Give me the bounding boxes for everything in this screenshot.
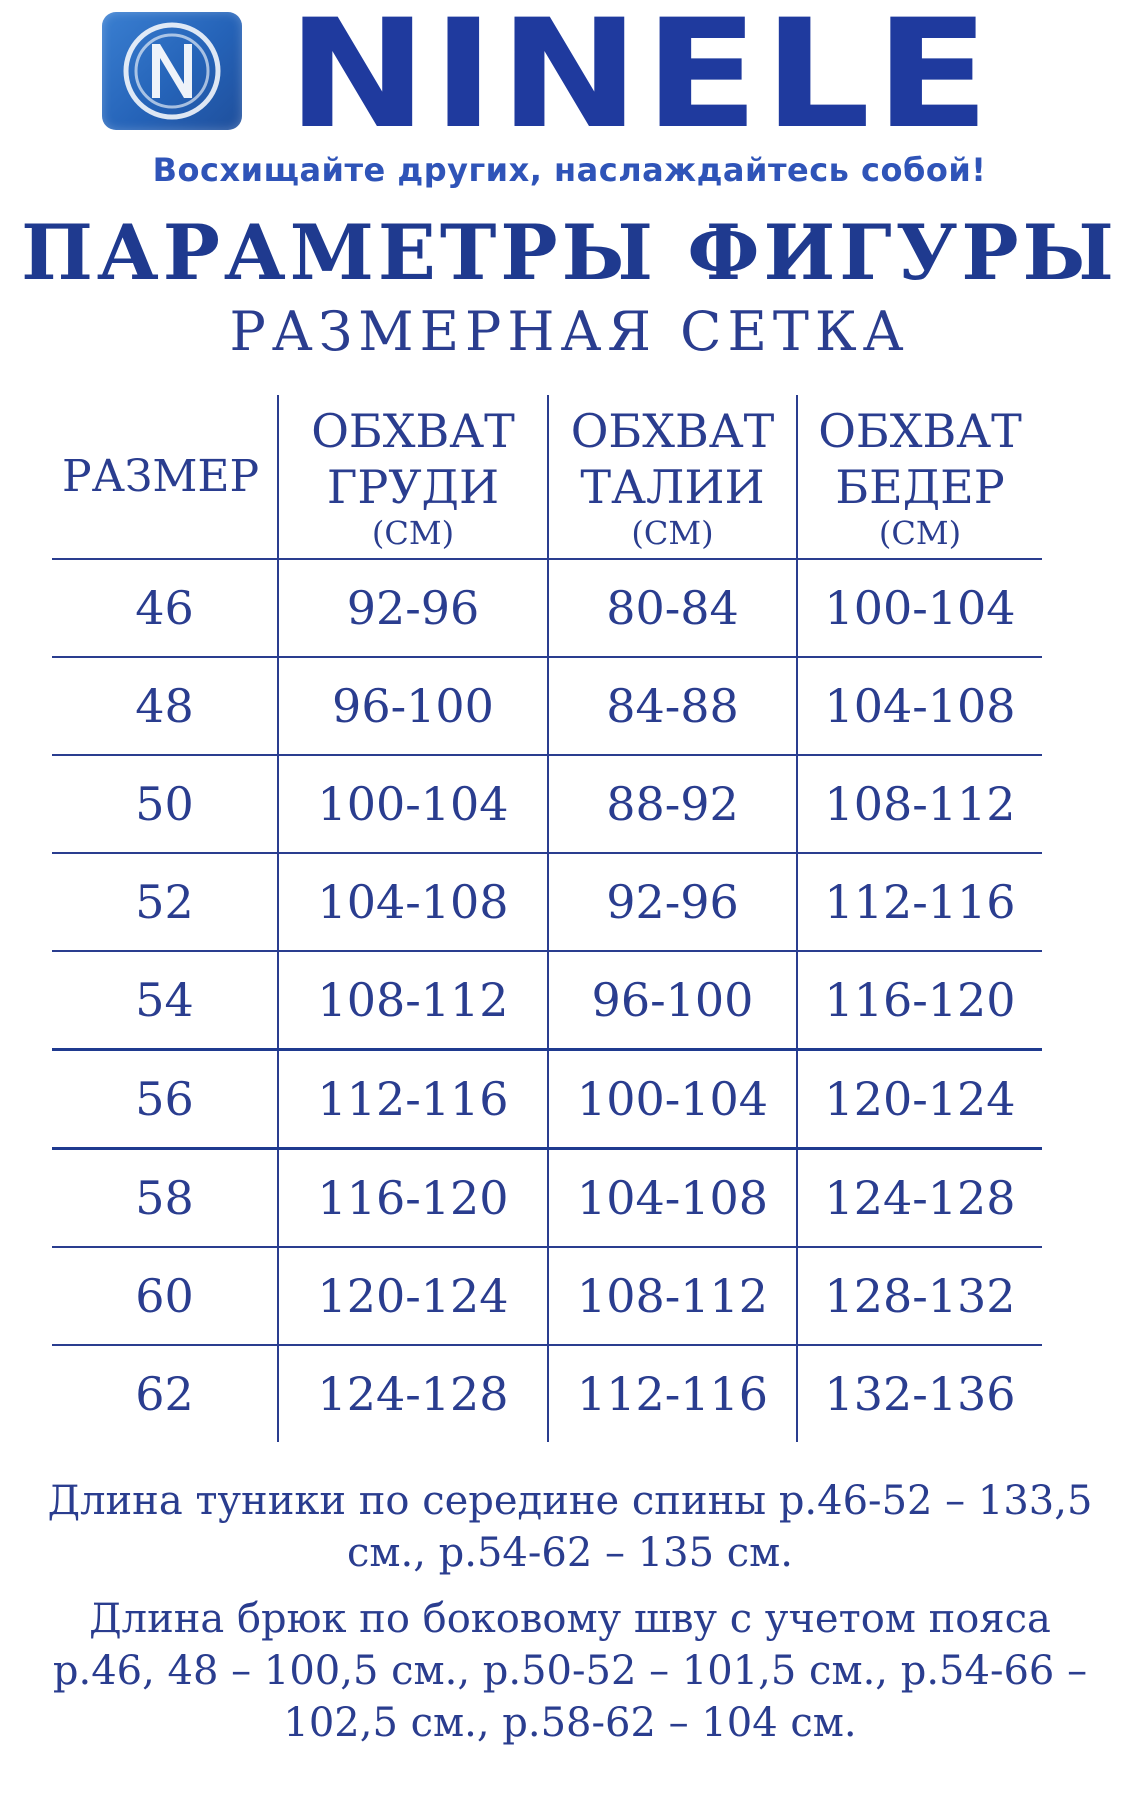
cell-waist: 92-96: [548, 853, 797, 951]
cell-chest: 120-124: [278, 1247, 548, 1345]
tunic-length-note: Длина туники по середине спины р.46-52 – 133,5 см., р.54-62 – 135 см.: [47, 1478, 1093, 1576]
cell-chest: 100-104: [278, 755, 548, 853]
cell-hips: 108-112: [797, 755, 1042, 853]
table-row: [52, 951, 1042, 1050]
header-chest: [278, 395, 548, 559]
brand-tagline: Восхищайте других, наслаждайтесь собой!: [152, 151, 987, 189]
cell-chest: 112-116: [278, 1050, 548, 1149]
cell-size: 50: [52, 755, 278, 853]
header-size: [52, 395, 278, 559]
cell-size: 56: [52, 1050, 278, 1149]
cell-size: 58: [52, 1149, 278, 1248]
cell-waist: 88-92: [548, 755, 797, 853]
cell-size: 62: [135, 1367, 194, 1421]
table-row: [52, 559, 1042, 657]
cell-hips: 112-116: [797, 853, 1042, 951]
table-row: [52, 1050, 1042, 1149]
cell-chest: 108-112: [278, 951, 548, 1050]
header-hips-line1: ОБХВАТ: [818, 403, 1022, 458]
header-chest-line1: ОБХВАТ: [311, 403, 515, 458]
table-row: [52, 853, 1042, 951]
cell-chest: 96-100: [278, 657, 548, 755]
cell-chest: 116-120: [278, 1149, 548, 1248]
cell-hips: 124-128: [797, 1149, 1042, 1248]
header-chest-unit: (СМ): [371, 513, 455, 552]
cell-hips: 100-104: [797, 559, 1042, 657]
header-hips-line2: БЕДЕР: [835, 459, 1005, 514]
table-row: [52, 755, 1042, 853]
cell-size: 54: [52, 951, 278, 1050]
cell-hips: 104-108: [797, 657, 1042, 755]
cell-size: 46: [52, 559, 278, 657]
cell-waist: 112-116: [548, 1345, 797, 1442]
cell-size: 48: [52, 657, 278, 755]
cell-hips: 120-124: [797, 1050, 1042, 1149]
table-header-row: [52, 395, 1042, 559]
measurement-notes: [40, 1475, 1100, 1749]
header-waist-line2: ТАЛИИ: [580, 459, 765, 514]
brand-name: NINELE: [287, 0, 995, 162]
header-waist-unit: (СМ): [631, 513, 714, 552]
cell-waist: 104-108: [548, 1149, 797, 1248]
cell-chest: 92-96: [278, 559, 548, 657]
header-hips: [797, 395, 1042, 559]
brand-header: [102, 0, 1022, 162]
header-hips-unit: (СМ): [878, 513, 962, 552]
ninele-n-monogram-icon: [102, 12, 242, 130]
trousers-length-note: Длина брюк по боковому шву с учетом пояса р.46, 48 – 100,5 см., р.50-52 – 101,5 см., р.54-66 – 102,5 см., р.58-62 – 104 см.: [52, 1596, 1088, 1746]
cell-chest: 124-128: [278, 1345, 548, 1442]
cell-hips: 116-120: [797, 951, 1042, 1050]
cell-hips: 132-136: [797, 1345, 1042, 1442]
cell-hips: 128-132: [797, 1247, 1042, 1345]
header-chest-line2: ГРУДИ: [326, 459, 500, 514]
table-row: [52, 1345, 1042, 1442]
cell-waist: 96-100: [548, 951, 797, 1050]
header-waist-line1: ОБХВАТ: [570, 403, 775, 458]
cell-waist: 80-84: [548, 559, 797, 657]
cell-waist: 108-112: [548, 1247, 797, 1345]
header-waist: [548, 395, 797, 559]
cell-waist: 84-88: [548, 657, 797, 755]
cell-size: 60: [52, 1247, 278, 1345]
cell-chest: 104-108: [278, 853, 548, 951]
page-title: ПАРАМЕТРЫ ФИГУРЫ: [21, 208, 1118, 297]
cell-size: 52: [52, 853, 278, 951]
size-chart-table: [52, 395, 1042, 1442]
table-row: [52, 1247, 1042, 1345]
cell-waist: 100-104: [548, 1050, 797, 1149]
table-row: [52, 1149, 1042, 1248]
page-subtitle: РАЗМЕРНАЯ СЕТКА: [229, 300, 910, 363]
header-size-label: РАЗМЕР: [62, 450, 260, 502]
table-row: [52, 657, 1042, 755]
